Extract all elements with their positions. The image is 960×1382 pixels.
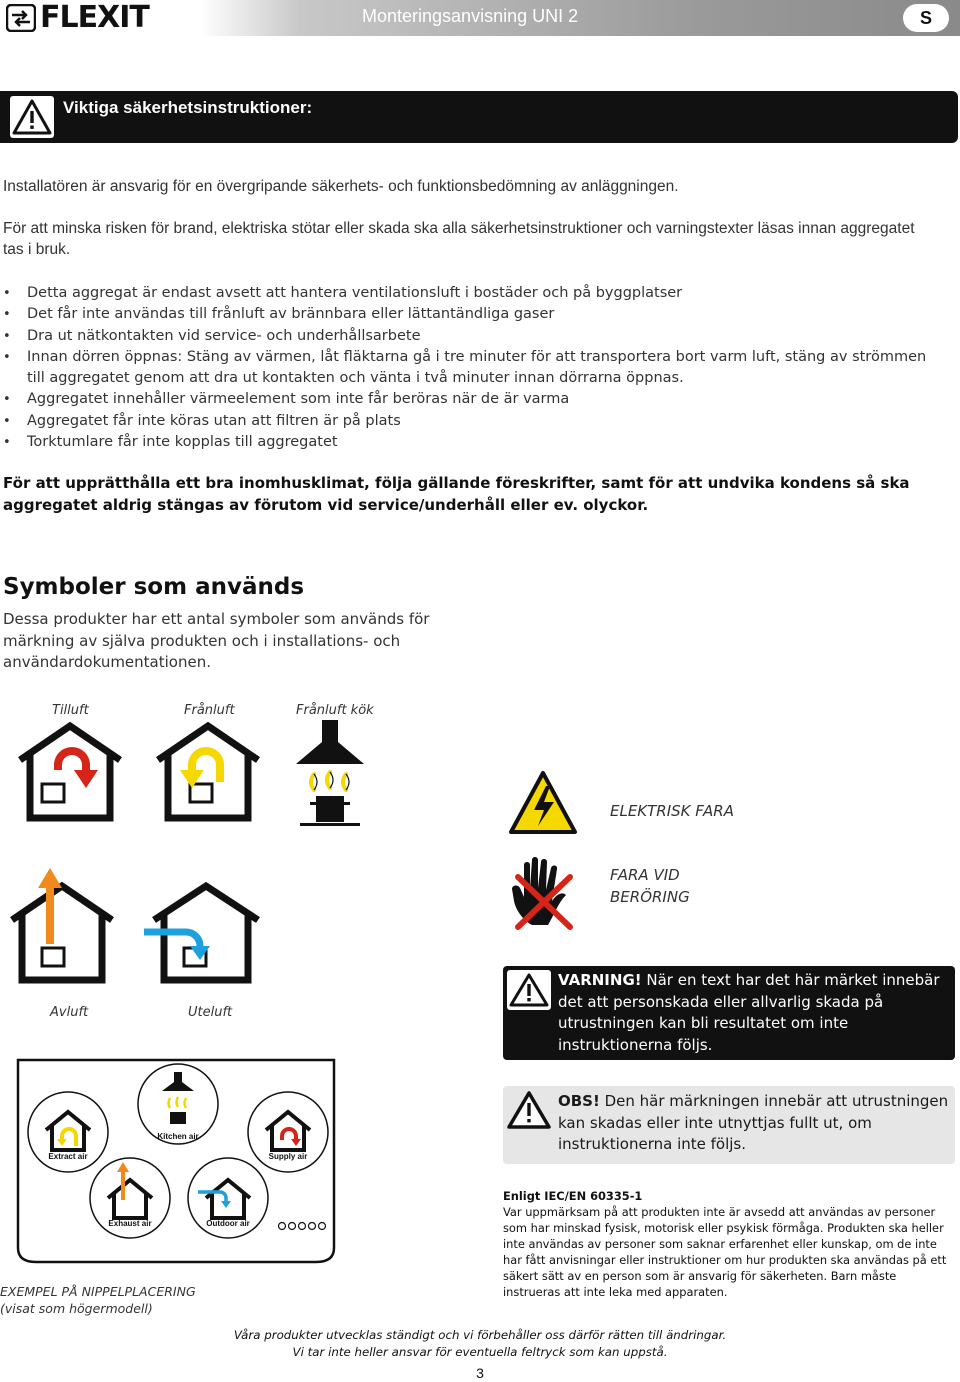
brand-name: FLEXIT [40,0,149,35]
iec-heading: Enligt IEC/EN 60335-1 [503,1189,643,1203]
safety-title: Viktiga säkerhetsinstruktioner: [63,98,313,117]
label-franluft-kok: Frånluft kök [296,703,374,718]
touch-hazard-icon [508,855,580,931]
list-item: • Dra ut nätkontakten vid service- och underhållsarbete [3,326,948,347]
symbols-intro: Dessa produkter har ett antal symboler som används för märkning av själva produkten och i installations- och användardokumentationen. [3,610,430,671]
caution-triangle-icon [507,1090,551,1130]
list-item: • Aggregatet innehåller värmeelement som inte får beröras när de är varma [3,389,948,410]
footer-disclaimer: Våra produkter utvecklas ständigt och vi förbehåller oss därför rätten till ändringar. Vi tar inte heller ansvar för eventuella feltryck som kan uppstå. [233,1328,727,1359]
flexit-logo [6,0,149,35]
page-number: 3 [476,1365,484,1381]
label-avluft: Avluft [50,1005,89,1020]
label-fara-vid-beroring: FARA VID BERÖRING [610,866,690,906]
electric-hazard-icon [508,770,578,836]
panel-label-extract: Extract air [48,1152,88,1161]
label-uteluft: Uteluft [188,1005,233,1020]
warning-text: VARNING! När en text har det här märket innebär det att personskada eller allvarlig skada på utrustningen kan bli resultatet om inte instruktionerna följs. [558,971,940,1054]
iec-notice [503,1188,953,1300]
list-item: • Detta aggregat är endast avsett att hantera ventilationsluft i bostäder och på byggplatser [3,283,948,304]
exhaust-air-house-icon [6,862,126,986]
warning-triangle-icon [507,970,551,1010]
kitchen-hood-icon [290,718,370,828]
label-franluft: Frånluft [184,703,235,718]
supply-air-house-icon [10,720,130,824]
nipple-placement-panel [16,1058,336,1270]
risk-paragraph: För att minska risken för brand, elektriska stötar eller skada ska alla säkerhetsinstruktioner och varningstexter läsas innan aggregatet tas i bruk. [3,220,915,258]
panel-label-kitchen: Kitchen air [157,1132,199,1141]
language-badge: S [903,4,949,32]
label-elektrisk-fara: ELEKTRISK FARA [610,802,734,820]
symbols-heading: Symboler som används [3,574,305,600]
climate-note: För att upprätthålla ett bra inomhusklimat, följa gällande föreskrifter, samt för att undvika kondens så ska aggregatet aldrig stängas av förutom vid service/underhåll eller ev. olyckor. [3,474,910,514]
label-tilluft: Tilluft [52,703,89,718]
example-label: EXEMPEL PÅ NIPPELPLACERING (visat som högermodell) [0,1284,196,1316]
list-item: • Det får inte användas till frånluft av brännbara eller lättantändliga gaser [3,304,948,325]
panel-label-exhaust: Exhaust air [108,1219,152,1228]
list-item: • Aggregatet får inte köras utan att filtren är på plats [3,411,948,432]
panel-label-outdoor: Outdoor air [206,1219,250,1228]
list-item: • Innan dörren öppnas: Stäng av värmen, låt fläktarna gå i tre minuter för att transportera bort varm luft, stäng av strömmen till aggregatet genom att dra ut kontakten och vänta i två minuter innan dörrarna öppnas. [3,347,948,390]
document-title: Monteringsanvisning UNI 2 [362,6,579,26]
safety-bullet-list [3,283,948,453]
installer-paragraph: Installatören är ansvarig för en övergripande säkerhets- och funktionsbedömning av anläggningen. [3,178,679,195]
outdoor-air-house-icon [142,880,272,986]
flexit-logo-icon [6,4,36,32]
extract-air-house-icon [148,720,268,824]
panel-label-supply: Supply air [268,1152,308,1161]
warning-triangle-icon [10,96,54,138]
obs-text: OBS! Den här märkningen innebär att utrustningen kan skadas eller inte utnyttjas fullt ut, om instruktionerna inte följs. [558,1092,949,1153]
iec-text: Var uppmärksam på att produkten inte är avsedd att användas av personer som har minskad fysisk, motorisk eller psykisk förmåga. Produkten ska heller inte användas av personer som saknar erfarenhet eller kunskap, om de inte har fått anvisningar eller instruktioner om hur produkten ska användas på ett säkert sätt av en person som är ansvarig för säkerheten. Barn måste instrueras att inte leka med apparaten. [503,1205,947,1299]
list-item: • Torktumlare får inte kopplas till aggregatet [3,432,948,453]
